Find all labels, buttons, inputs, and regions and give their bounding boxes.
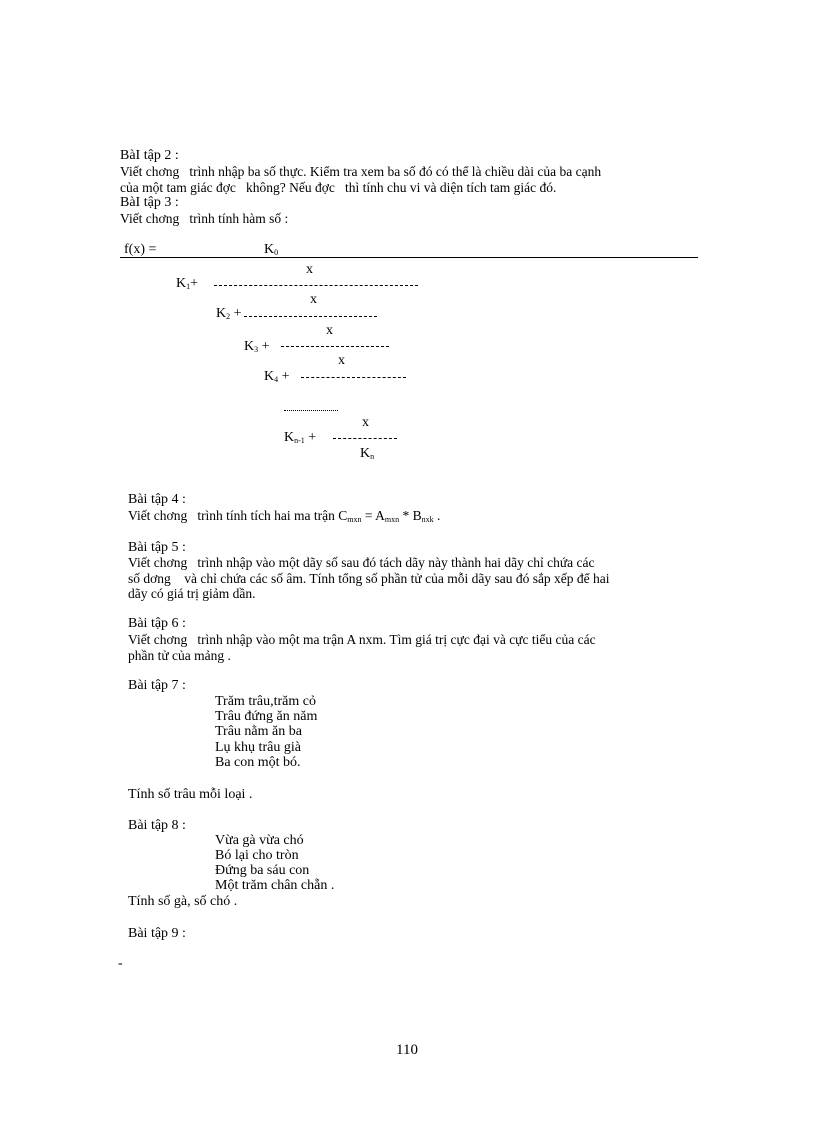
fx-label: f(x) = [124, 242, 157, 257]
exercise-7-question: Tính số trâu mỗi loại . [128, 787, 253, 802]
exercise-6-line-1: Viết chơng trình nhập vào một ma trận A nxm. Tìm giá trị cực đại và cực tiểu của các [128, 632, 596, 647]
exercise-8-poem-line: Đứng ba sáu con [215, 863, 310, 878]
exercise-5-title: Bài tập 5 : [128, 540, 186, 555]
exercise-6-title: Bài tập 6 : [128, 616, 186, 631]
x-numerator-2: x [310, 292, 317, 307]
exercise-4-title: Bài tập 4 : [128, 492, 186, 507]
x-numerator-4: x [338, 353, 345, 368]
exercise-5-line-3: dãy có giá trị giảm dần. [128, 586, 256, 601]
exercise-2-line-2: của một tam giác đợc không? Nếu đợc thì tính chu vi và diện tích tam giác đó. [120, 180, 557, 195]
exercise-2-title: BàI tập 2 : [120, 148, 179, 163]
k0-term: $K_0$ [264, 242, 279, 257]
k2-term: $K_2$ + [216, 306, 242, 321]
fraction-bar-2 [244, 316, 377, 317]
page-number: 110 [396, 1042, 418, 1058]
k1-term: $K_1+$ [176, 276, 199, 291]
x-numerator-3: x [326, 323, 333, 338]
exercise-7-poem-line: Trâu nằm ăn ba [215, 724, 302, 739]
x-numerator-1: x [306, 262, 313, 277]
kn-1-term: $K_{n-1}$ + [284, 430, 317, 445]
exercise-6-line-2: phần tử của mảng . [128, 648, 231, 663]
fraction-bar-3 [281, 346, 389, 347]
exercise-3-title: BàI tập 3 : [120, 195, 179, 210]
fraction-bar-4 [301, 377, 406, 378]
exercise-9-title: Bài tập 9 : [128, 926, 186, 941]
exercise-8-poem-line: Một trăm chân chẵn . [215, 878, 335, 893]
fraction-bar-1 [214, 285, 418, 286]
exercise-8-poem-line: Bó lại cho tròn [215, 848, 299, 863]
exercise-7-poem-line: Ba con một bó. [215, 755, 301, 770]
exercise-7-poem-line: Trăm trâu,trăm cỏ [215, 694, 316, 709]
exercise-8-title: Bài tập 8 : [128, 818, 186, 833]
exercise-5-line-1: Viết chơng trình nhập vào một dãy số sau đó tách dãy này thành hai dãy chỉ chứa các [128, 555, 595, 570]
exercise-7-title: Bài tập 7 : [128, 678, 186, 693]
ellipsis-dots [284, 410, 338, 411]
exercise-5-line-2: số dơng và chỉ chứa các số âm. Tính tổng số phần tử của mỗi dãy sau đó sắp xếp để hai [128, 571, 610, 586]
x-numerator-n: x [362, 415, 369, 430]
footer-dash: - [118, 956, 123, 971]
exercise-8-poem-line: Vừa gà vừa chó [215, 833, 304, 848]
fraction-bar-n [333, 438, 397, 439]
exercise-7-poem-line: Trâu đứng ăn năm [215, 709, 318, 724]
main-fraction-bar [120, 257, 698, 258]
exercise-2-line-1: Viết chơng trình nhập ba số thực. Kiểm tra xem ba số đó có thể là chiều dài của ba cạnh [120, 164, 602, 179]
k4-term: $K_4$ + [264, 369, 290, 384]
exercise-3-line-1: Viết chơng trình tính hàm số : [120, 211, 289, 226]
exercise-7-poem-line: Lụ khụ trâu già [215, 740, 301, 755]
exercise-4-line-1: Viết chơng trình tính tích hai ma trận $C_{mxn} = A_{mxn} * B_{nxk}$ . [128, 508, 441, 524]
kn-term: $K_n$ [360, 446, 375, 461]
k3-term: $K_3$ + [244, 339, 270, 354]
exercise-8-question: Tính số gà, số chó . [128, 894, 238, 909]
